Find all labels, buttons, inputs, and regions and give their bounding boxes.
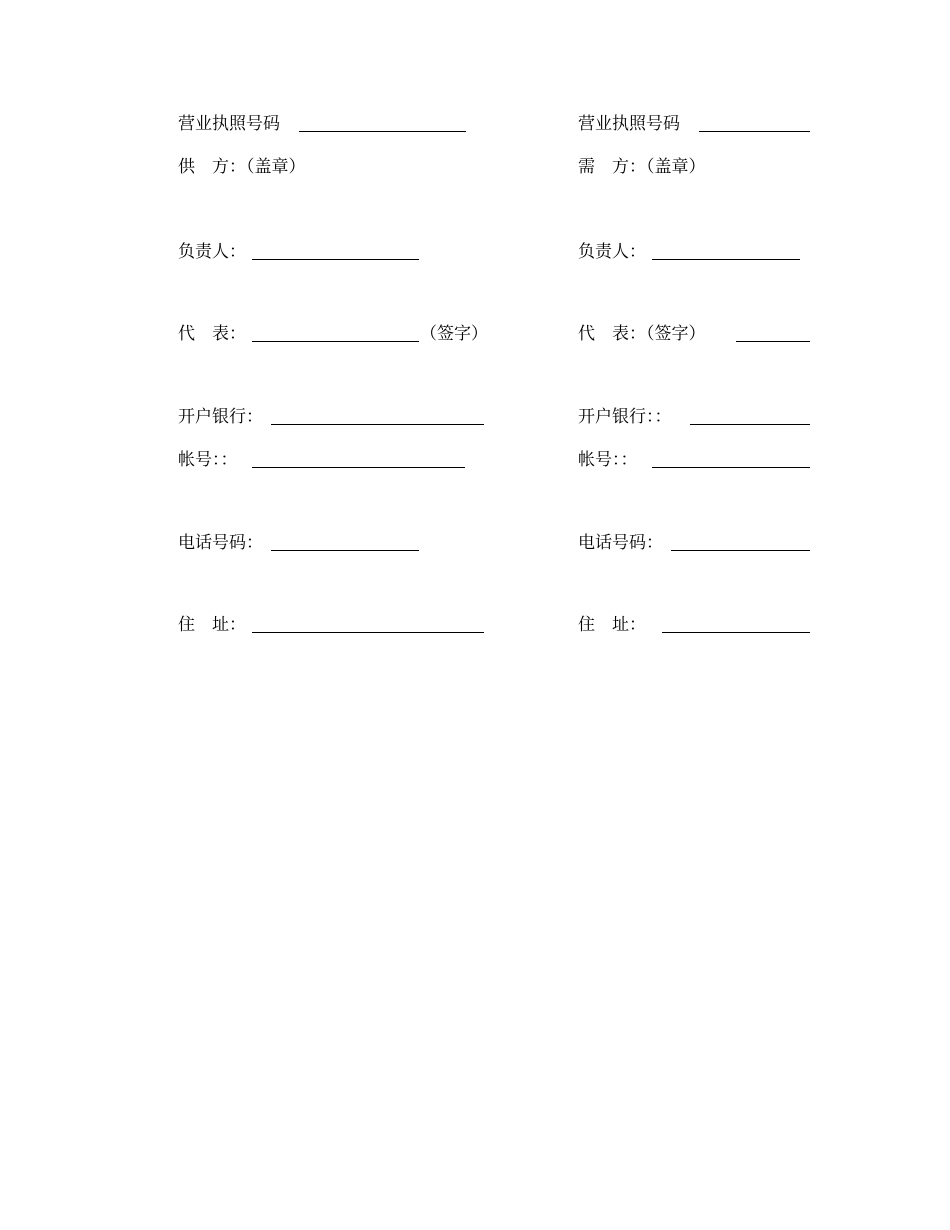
supplier-account-label: 帐号：：	[178, 450, 238, 470]
supplier-rep-label: 代 表：	[178, 324, 246, 344]
supplier-address-field[interactable]	[252, 632, 484, 633]
supplier-phone-field[interactable]	[271, 550, 419, 551]
buyer-bank-row	[578, 405, 818, 429]
supplier-rep-sign-label: （签字）	[420, 324, 488, 344]
buyer-phone-field[interactable]	[671, 550, 810, 551]
buyer-rep-field[interactable]	[736, 341, 810, 342]
buyer-party-label: 需 方：（盖章）	[578, 157, 706, 177]
buyer-rep-row	[578, 322, 818, 346]
supplier-bank-field[interactable]	[271, 424, 484, 425]
buyer-account-row	[578, 448, 818, 472]
supplier-phone-row	[178, 531, 498, 555]
buyer-bank-label: 开户银行：：	[578, 407, 672, 427]
buyer-address-row	[578, 613, 818, 637]
supplier-account-row	[178, 448, 498, 472]
supplier-manager-field[interactable]	[252, 259, 419, 260]
supplier-bank-row	[178, 405, 498, 429]
supplier-address-label: 住 址：	[178, 615, 246, 635]
buyer-license-label: 营业执照号码	[578, 114, 680, 134]
buyer-license-field[interactable]	[699, 131, 810, 132]
buyer-manager-label: 负责人：	[578, 242, 646, 262]
supplier-party-label: 供 方：（盖章）	[178, 157, 306, 177]
supplier-phone-label: 电话号码：	[178, 533, 263, 553]
buyer-party-row	[578, 155, 818, 179]
buyer-rep-label: 代 表：（签字）	[578, 324, 706, 344]
buyer-phone-label: 电话号码：	[578, 533, 663, 553]
supplier-party-row	[178, 155, 478, 179]
buyer-phone-row	[578, 531, 818, 555]
buyer-address-label: 住 址：	[578, 615, 646, 635]
supplier-manager-label: 负责人：	[178, 242, 246, 262]
buyer-account-label: 帐号：：	[578, 450, 638, 470]
buyer-license-row	[578, 112, 818, 136]
buyer-manager-field[interactable]	[652, 259, 800, 260]
supplier-license-label: 营业执照号码	[178, 114, 280, 134]
supplier-rep-field[interactable]	[252, 341, 419, 342]
supplier-account-field[interactable]	[252, 467, 465, 468]
supplier-manager-row	[178, 240, 478, 264]
buyer-manager-row	[578, 240, 818, 264]
buyer-address-field[interactable]	[662, 632, 810, 633]
buyer-account-field[interactable]	[652, 467, 810, 468]
supplier-rep-row	[178, 322, 498, 346]
supplier-bank-label: 开户银行：	[178, 407, 263, 427]
supplier-address-row	[178, 613, 498, 637]
supplier-license-row	[178, 112, 478, 136]
buyer-bank-field[interactable]	[690, 424, 810, 425]
supplier-license-field[interactable]	[299, 131, 466, 132]
